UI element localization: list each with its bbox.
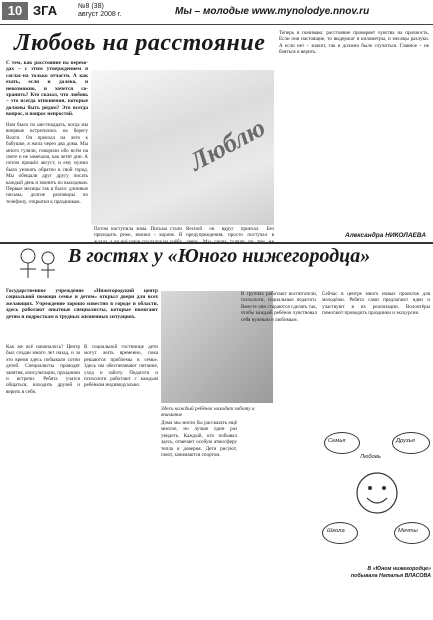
smiley-face-icon <box>352 468 402 518</box>
newspaper-logo: ЗГА <box>33 3 58 18</box>
article1-column-4: Теперь я понимаю: расстояние проверяет чувства на прочность. Если они настоящие, то выдержат и километры, и месяцы разлуки. А если нет – значит, так и должно было случиться. Главное – не бояться и верить. <box>279 30 429 56</box>
article1-title: Любовь на расстояние <box>14 30 266 56</box>
article2-credit: В «Юном нижегородце» побывала Наталья ВЛАСОВА <box>350 566 431 579</box>
section-divider <box>0 242 433 244</box>
article2-column-2: В социальной гостинице дети могут жить временно, пока решаются проблемы в семье. Здесь им обеспечивают питание, уход и заботу. Педагоги и психологи работают с каждым ребёнком индивидуально. <box>84 344 158 389</box>
article1-column-1: Нам было по шестнадцать, когда мы впервые встретились на берегу Волги. Он приехал на лето к бабушке, я жила через два дома. Мы много гуляли, говорили обо всём на свете и не замечали, как летят дни. А потом пришёл август, и ему нужно было уезжать обратно в свой город. Мы обещали друг другу писать каждый день и звонить по выходным. Первые месяцы так и было: длинные письма, долгие разговоры по телефону, открытки к праздникам. <box>6 122 88 205</box>
page-header <box>0 0 433 25</box>
article2-column-5: Сейчас в центре много новых проектов для молодёжи. Ребята сами предлагают идеи и участвуют в их реализации. Волонтёры помогают проводить праздники и экскурсии. <box>322 291 430 317</box>
drawing-label: Любовь <box>360 454 381 460</box>
article1-column-3: Весной он вдруг приехал. Без предупреждения, просто постучал в <box>186 226 274 239</box>
drawing-label: Друзья <box>396 438 415 444</box>
article2-column-1: Как же всё начиналось? Центр был создан много лет назад, и за это время здесь побывали сотни детей. Специалисты проводят занятия, консультации, праздники и встречи. Ребята учатся общаться, находить друзей и верить в себя. <box>6 344 80 395</box>
article2-column-4: В группах работают воспитатели, психологи, социальные педагоги. Вместе они стараются сделать так, чтобы каждый ребёнок чувствовал себя нужным и любимым. <box>241 291 317 323</box>
snow-writing-text: Люблю <box>184 112 270 177</box>
article1-column-2: Потом наступила зима. Письма стали приходить реже, звонки – короче. Я <box>94 226 182 239</box>
article2-column-3: Дома мы могли бы рассказать ещё многое, но лучше один раз увидеть. Каждый, кто побывал здесь, отмечает особую атмосферу тепла и доверия. Дети рисуют, поют, занимаются спортом. <box>161 420 237 459</box>
children-illustration-icon <box>8 244 64 284</box>
article1-lede: С тем, как расстояние на перехо-дах – с этим утверждением я соглас-на только отчасти. А как ехать, если и далеко, и невозможно, и хочется со-хранить? Кто сказал, что любовь – это всегда отношения, которые должны быть рядом? Это всегда вопрос, и вопрос непростой. <box>6 60 88 118</box>
article2-title: В гостях у «Юного нижегородца» <box>68 245 371 267</box>
issue-info <box>78 3 121 19</box>
article1-author: Александра НИКОЛАЕВА <box>345 232 427 239</box>
drawing-label: Школа <box>327 528 345 534</box>
article2-lede: Государственное учреждение «Нижегородский центр социальной помощи семье и детям» открыл двери для всех желающих. Учреждение хорошо известно в городе и области, здесь работают опытные специалисты, которые помогают детям и подросткам в трудных жизненных ситуациях. <box>6 288 158 320</box>
photo-caption: Здесь каждый ребёнок находит заботу и внимание <box>161 406 255 419</box>
issue-number: №8 (38) <box>78 3 104 10</box>
drawing-label: Семья <box>328 438 346 444</box>
page-number: 10 <box>2 2 28 20</box>
snow-writing-photo <box>91 70 274 225</box>
issue-date: август 2008 г. <box>78 11 122 18</box>
drawing-label: Мечты <box>398 528 418 534</box>
child-drawing <box>322 430 430 548</box>
header-slogan: Мы – молодые www.mynolodye.nnov.ru <box>175 6 370 17</box>
